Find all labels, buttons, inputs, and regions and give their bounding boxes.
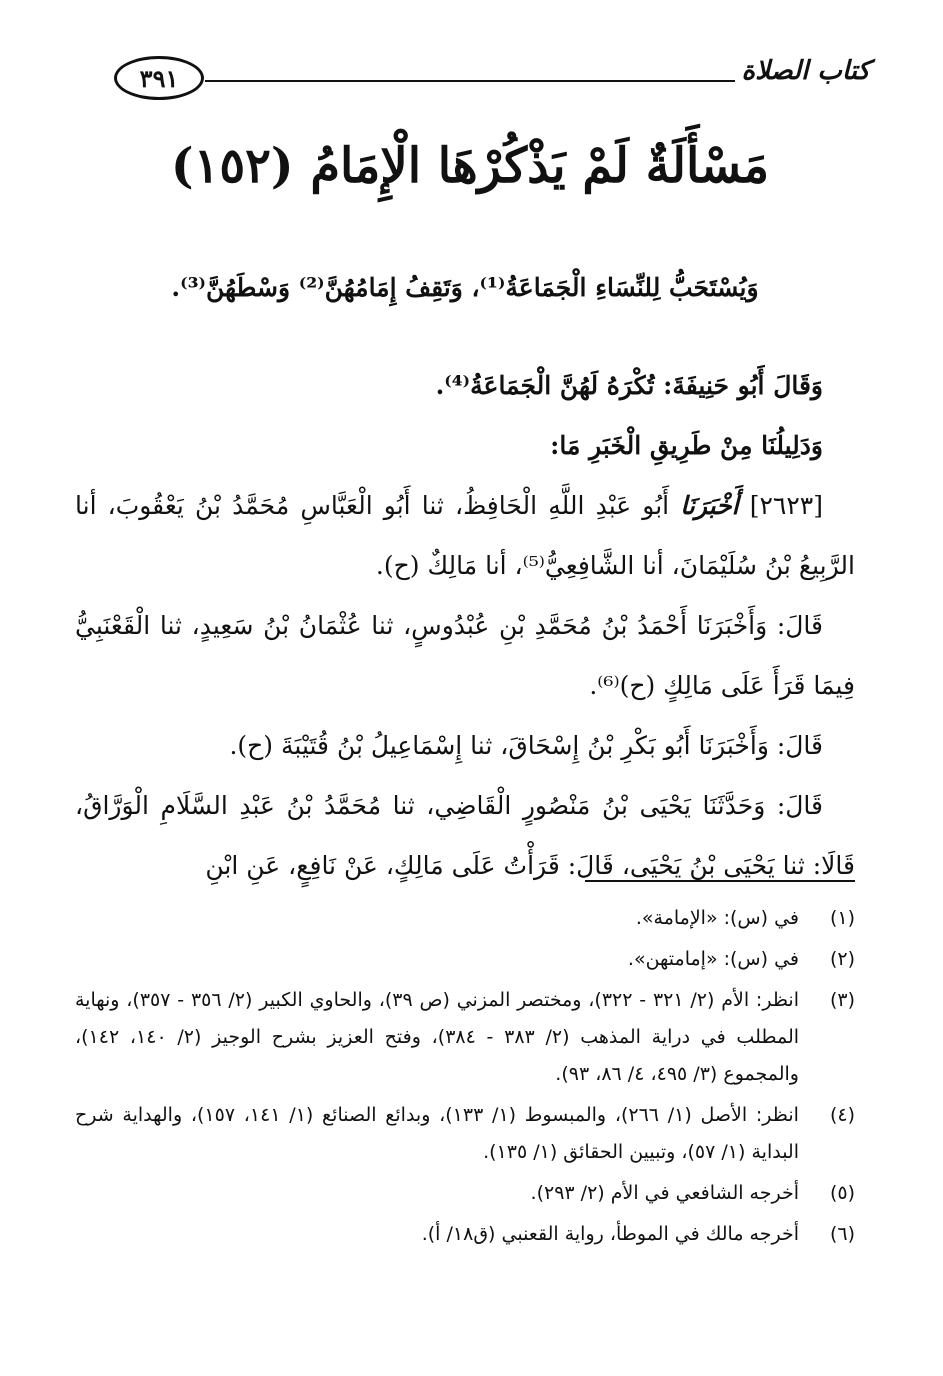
isnad-text-1: أَبُو عَبْدِ اللَّهِ الْحَافِظُ، ثنا أَبُو الْعَبَّاسِ مُحَمَّدُ بْنُ يَعْقُوبَ، أنا الرَّبِيعُ بْنُ سُلَيْمَانَ، أنا الشَّافِعِيُّ⁽⁵⁾، أنا مَالِكٌ (ح). — [75, 491, 855, 580]
isnad-paragraph-2: قَالَ: وَأَخْبَرَنَا أَحْمَدُ بْنُ مُحَمَّدِ بْنِ عُبْدُوسٍ، ثنا عُثْمَانُ بْنُ سَعِيدٍ، ثنا الْقَعْنَبِيُّ فِيمَا قَرَأَ عَلَى مَالِكٍ (ح)⁽⁶⁾. — [75, 611, 855, 700]
abu-hanifa-opinion: وَقَالَ أَبُو حَنِيفَةَ: تُكْرَهُ لَهُنَّ الْجَمَاعَةُ⁽⁴⁾. — [435, 371, 823, 400]
footnote-text: أخرجه الشافعي في الأم (٢/ ٢٩٣). — [530, 1182, 799, 1204]
footnote — [75, 982, 855, 1093]
footnote-number: (١) — [829, 907, 855, 929]
evidence-intro: وَدَلِيلُنَا مِنْ طَرِيقِ الْخَبَرِ مَا: — [550, 431, 823, 460]
footnote — [75, 900, 855, 937]
footnotes — [75, 900, 855, 1257]
footnote-number: (٦) — [829, 1223, 855, 1245]
footnote — [75, 1175, 855, 1212]
footnote — [75, 1097, 855, 1171]
isnad-paragraph-3: قَالَ: وَأَخْبَرَنَا أَبُو بَكْرِ بْنُ إِسْحَاقَ، ثنا إِسْمَاعِيلُ بْنُ قُتَيْبَةَ (ح). — [229, 731, 823, 760]
hadith-paragraph — [75, 476, 855, 596]
hadith-number: [٢٦٢٣] — [749, 491, 823, 520]
akhbarana-word: أَخْبَرَنَا — [680, 491, 739, 520]
footnote-text: أخرجه مالك في الموطأ، رواية القعنبي (ق١٨/ أ). — [421, 1223, 799, 1245]
running-title: كتاب الصلاة — [741, 56, 870, 86]
main-text — [75, 258, 855, 896]
footnote-text: في (س): «الإمامة». — [635, 907, 799, 929]
footnote-number: (٥) — [829, 1182, 855, 1204]
page-header — [110, 52, 870, 106]
page-number: ٣٩١ — [114, 56, 204, 100]
isnad-paragraph-4: قَالَ: وَحَدَّثَنَا يَحْيَى بْنُ مَنْصُورٍ الْقَاضِي، ثنا مُحَمَّدُ بْنُ عَبْدِ السَّلَامِ الْوَرَّاقُ، قَالَا: ثنا يَحْيَى بْنُ يَحْيَى، قَالَ: قَرَأْتُ عَلَى مَالِكٍ، عَنْ نَافِعٍ، عَنِ ابْنِ — [75, 791, 855, 880]
header-rule — [205, 80, 735, 82]
lead-statement: وَيُسْتَحَبُّ لِلنِّسَاءِ الْجَمَاعَةُ⁽¹⁾، وَتَقِفُ إِمَامُهُنَّ⁽²⁾ وَسْطَهُنَّ⁽³⁾. — [171, 273, 759, 302]
footnote-text: انظر: الأم (٢/ ٣٢١ - ٣٢٢)، ومختصر المزني (ص ٣٩)، والحاوي الكبير (٢/ ٣٥٦ - ٣٥٧)، ونهاية المطلب في دراية المذهب (٢/ ٣٨٣ - ٣٨٤)، وفتح العزيز بشرح الوجيز (٢/ ١٤٠، ١٤٢)، والمجموع (٣/ ٤٩٥، ٤/ ٨٦، ٩٣). — [75, 989, 800, 1085]
footnote-text: انظر: الأصل (١/ ٢٦٦)، والمبسوط (١/ ١٣٣)، وبدائع الصنائع (١/ ١٤١، ١٥٧)، والهداية شرح البداية (١/ ٥٧)، وتبيين الحقائق (١/ ١٣٥). — [75, 1104, 799, 1163]
chapter-title: مَسْأَلَةٌ لَمْ يَذْكُرْهَا الْإِمَامُ (١٥٢) — [170, 138, 770, 194]
footnote-number: (٣) — [829, 989, 855, 1011]
footnote-number: (٤) — [829, 1104, 855, 1126]
footnote-text: في (س): «إمامتهن». — [627, 948, 799, 970]
footnote-separator — [585, 880, 855, 882]
footnote — [75, 1216, 855, 1253]
footnote — [75, 941, 855, 978]
footnote-number: (٢) — [829, 948, 855, 970]
